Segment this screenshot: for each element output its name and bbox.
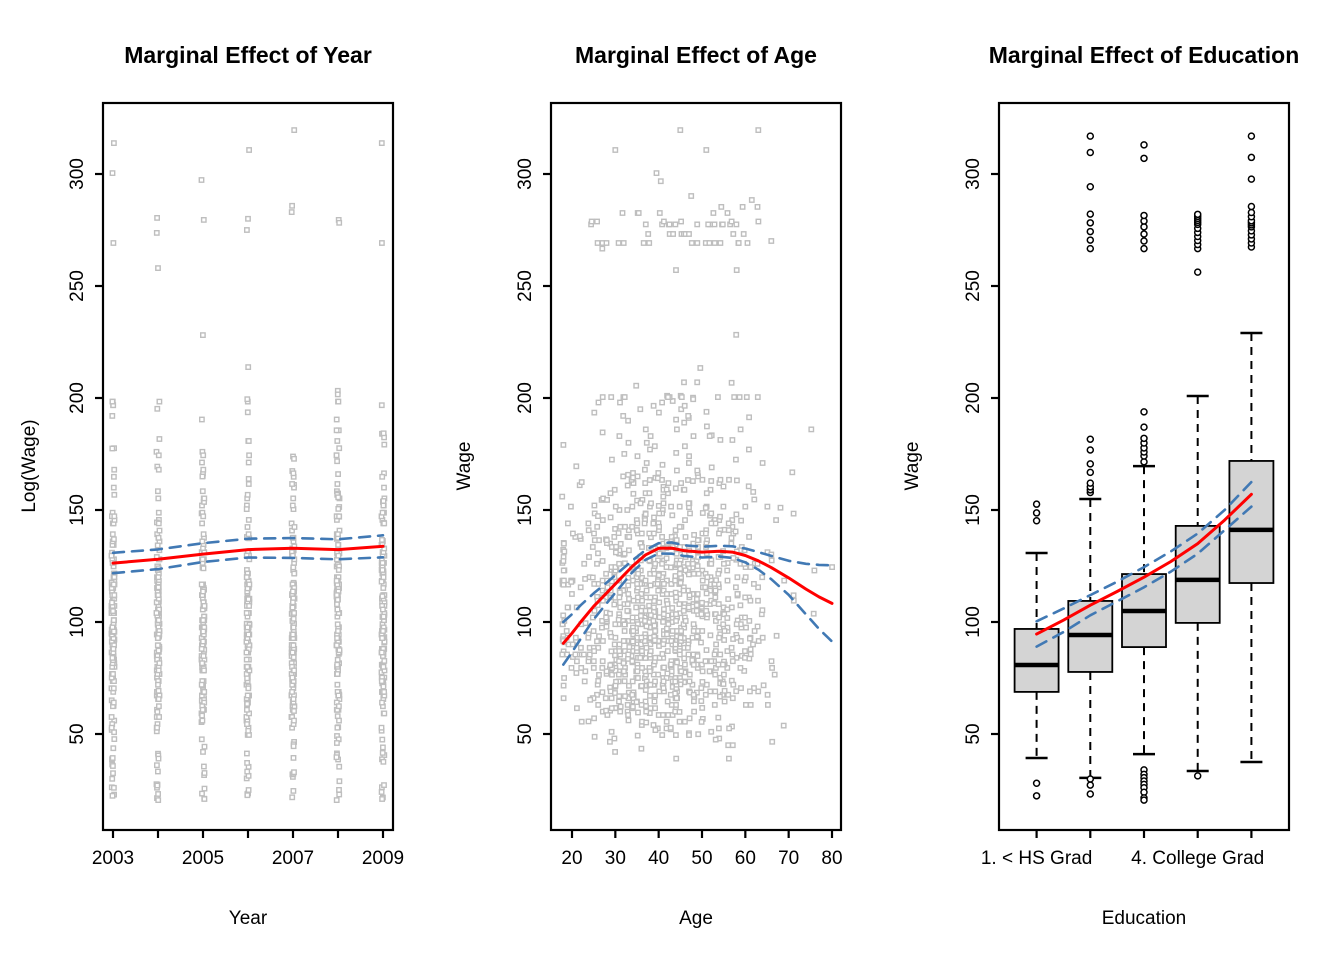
outlier-point (1141, 155, 1147, 161)
x-axis-tick-label: 2007 (271, 848, 315, 869)
outlier-point (1087, 791, 1093, 797)
outlier-point (1087, 211, 1093, 217)
outlier-point (1034, 780, 1040, 786)
iqr-box (1229, 461, 1273, 583)
outlier-point (1141, 797, 1147, 803)
outlier-point (1195, 773, 1201, 779)
age-y-axis-label: Wage (454, 441, 475, 491)
x-axis-tick-label: 40 (648, 848, 670, 869)
outlier-point (1087, 776, 1093, 782)
outlier-point (1087, 149, 1093, 155)
y-axis-tick-label: 200 (67, 382, 88, 414)
x-axis-tick-label: 2005 (181, 848, 225, 869)
outlier-point (1141, 212, 1147, 218)
education-boxplots (1015, 133, 1274, 803)
outlier-point (1087, 461, 1093, 467)
y-axis-tick-label: 50 (963, 723, 984, 745)
y-axis-tick-label: 50 (515, 723, 536, 745)
outlier-point (1087, 469, 1093, 475)
x-axis-tick-label: 80 (821, 848, 843, 869)
y-axis-tick-label: 100 (67, 606, 88, 638)
panel-age-title: Marginal Effect of Age (575, 42, 817, 68)
outlier-point (1087, 229, 1093, 235)
y-axis-tick-label: 150 (515, 494, 536, 526)
x-axis-tick-label: 2003 (91, 848, 135, 869)
outlier-point (1141, 424, 1147, 430)
y-axis-tick-label: 50 (67, 723, 88, 745)
x-axis-tick-label: 70 (778, 848, 800, 869)
outlier-point (1034, 501, 1040, 507)
outlier-point (1141, 238, 1147, 244)
outlier-point (1087, 436, 1093, 442)
education-y-axis-label: Wage (902, 441, 923, 491)
x-axis-tick-label: 1. < HS Grad (980, 848, 1093, 869)
outlier-point (1087, 782, 1093, 788)
year-scatter-points (109, 128, 386, 802)
outlier-point (1141, 142, 1147, 148)
outlier-point (1034, 793, 1040, 799)
y-axis-tick-label: 250 (67, 270, 88, 302)
y-axis-tick-label: 100 (515, 606, 536, 638)
outlier-point (1141, 246, 1147, 252)
outlier-point (1087, 133, 1093, 139)
outlier-point (1195, 211, 1201, 217)
outlier-point (1087, 246, 1093, 252)
y-axis-tick-label: 150 (963, 494, 984, 526)
y-axis-tick-label: 250 (963, 270, 984, 302)
outlier-point (1248, 203, 1254, 209)
panel-year-title: Marginal Effect of Year (124, 42, 372, 68)
outlier-point (1034, 510, 1040, 516)
panel-year (95, 103, 393, 838)
outlier-point (1087, 480, 1093, 486)
y-axis-tick-label: 150 (67, 494, 88, 526)
x-axis-tick-label: 30 (604, 848, 626, 869)
outlier-point (1087, 447, 1093, 453)
outlier-point (1248, 133, 1254, 139)
panel-education-title: Marginal Effect of Education (988, 42, 1300, 68)
outlier-point (1141, 231, 1147, 237)
age-scatter-points (560, 128, 834, 761)
year-x-axis-label: Year (228, 908, 268, 929)
y-axis-tick-label: 300 (515, 158, 536, 190)
y-axis-tick-label: 200 (515, 382, 536, 414)
x-axis-tick-label: 2009 (361, 848, 405, 869)
outlier-point (1248, 154, 1254, 160)
panel-age (543, 103, 841, 838)
outlier-point (1141, 409, 1147, 415)
outlier-point (1141, 435, 1147, 441)
outlier-point (1087, 237, 1093, 243)
iqr-box (1176, 526, 1220, 623)
y-axis-tick-label: 250 (515, 270, 536, 302)
outlier-point (1034, 518, 1040, 524)
iqr-box (1015, 629, 1059, 692)
x-axis-tick-label: 4. College Grad (1131, 848, 1265, 869)
x-axis-tick-label: 60 (734, 848, 756, 869)
education-x-axis-label: Education (1101, 908, 1187, 929)
outlier-point (1195, 269, 1201, 275)
year-y-axis-label: Log(Wage) (19, 419, 40, 513)
y-axis-tick-label: 300 (67, 158, 88, 190)
y-axis-tick-label: 200 (963, 382, 984, 414)
x-axis-tick-label: 20 (561, 848, 583, 869)
outlier-point (1087, 184, 1093, 190)
outlier-point (1248, 176, 1254, 182)
x-axis-tick-label: 50 (691, 848, 713, 869)
age-x-axis-label: Age (679, 908, 713, 929)
y-axis-tick-label: 300 (963, 158, 984, 190)
y-axis-tick-label: 100 (963, 606, 984, 638)
panel-education (991, 103, 1289, 838)
outlier-point (1087, 220, 1093, 226)
outlier-point (1248, 210, 1254, 216)
